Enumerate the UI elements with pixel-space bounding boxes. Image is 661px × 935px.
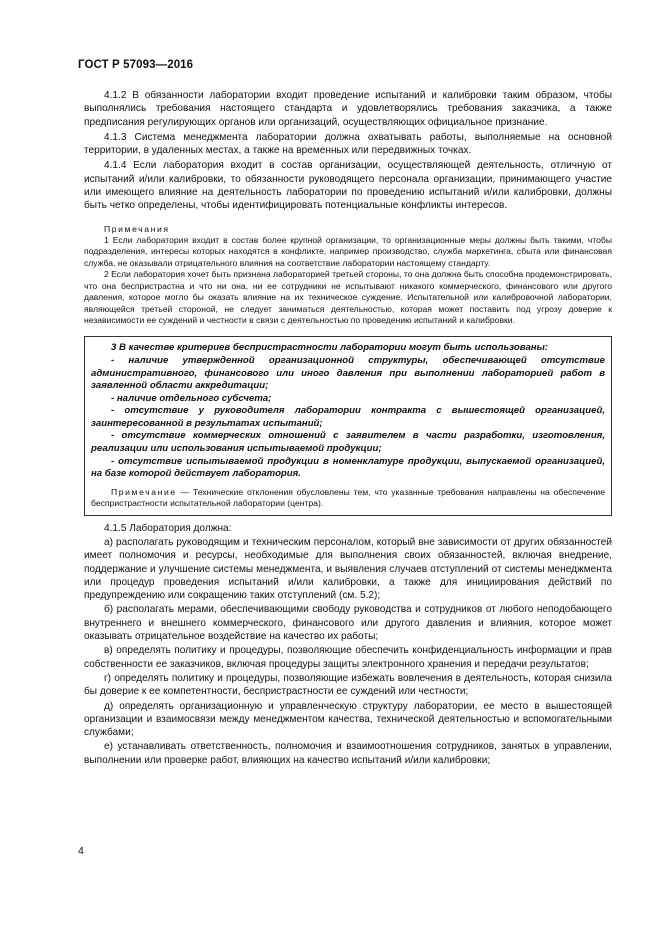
page-number: 4 <box>78 845 84 857</box>
box-note-label: Примечание <box>111 486 177 497</box>
box-note <box>91 487 605 510</box>
section-item-v: в) определять политику и процедуры, позволяющие обеспечить конфиденциальность информации и прав собственности ее заказчиков, включая процедуры защиты электронного хранения и передачи результатов; <box>84 645 612 670</box>
note-2: 2 Если лаборатория хочет быть признана лабораторией третьей стороны, то она должна быть способна продемонстрировать, что она беспристрастна и что ни она, ни ее сотрудники не испытывают никакого коммерческого, финансового или другого давления, которое могло бы оказать влияние на их техническое суждение. Испытательной или калибровочной лаборатории, являющейся третьей стороной, не следует заниматься деятельностью, которая может поставить под угрозу доверие к независимости ее суждений и честности в связи с деятельностью по проведению испытаний и калибровки. <box>84 269 612 325</box>
paragraph-4-1-4: 4.1.4 Если лаборатория входит в состав организации, осуществляющей деятельность, отличную от испытаний и/или калибровки, то обязанности руководящего персонала организации, принимающего участие или имеющего влияние на деятельность лаборатории по проведению испытаний и/или калибровки, должны быть четко определены, чтобы идентифицировать потенциальные конфликты интересов. <box>84 160 612 212</box>
criteria-item: - отсутствие испытываемой продукции в номенклатуре продукции, выпускаемой организацией, на базе которой действует лаборатория. <box>91 455 605 480</box>
paragraph-4-1-2: 4.1.2 В обязанности лаборатории входит проведение испытаний и калибровки таким образом, чтобы выполнялись требования настоящего стандарта и удовлетворялись требования заказчика, а также предписания регулирующих органов или организаций, осуществляющих официальное признание. <box>84 90 612 128</box>
box-note-text: Технические отклонения обусловлены тем, что указанные требования направлены на обеспечение беспристрастности испытательной лаборатории (центра). <box>91 486 605 509</box>
criteria-item: - наличие утвержденной организационной структуры, обеспечивающей отсутствие административного, финансового или иного давления при выполнении лабораторией работ в заявленной области аккредитации; <box>91 354 605 392</box>
criteria-item: - отсутствие коммерческих отношений с заявителем в части разработки, изготовления, реализации или использования испытываемой продукции; <box>91 430 605 455</box>
section-intro: 4.1.5 Лаборатория должна: <box>104 522 232 534</box>
criteria-item: - наличие отдельного субсчета; <box>111 392 272 404</box>
section-item-a: а) располагать руководящим и техническим персоналом, который вне зависимости от других обязанностей имеет полномочия и ресурсы, необходимые для выполнения своих обязанностей, включая внедрение, поддержание и улучшение системы менеджмента, и выявления случаев отступлений от системы менеджмента или процедур проведения испытаний и/или калибровки, а также для инициирования действий по предупреждению или сокращению таких отступлений (см. 5.2); <box>84 536 612 602</box>
section-item-g: г) определять политику и процедуры, позволяющие избежать вовлечения в деятельность, которая снизила бы доверие к ее компетентности, беспристрастности ее суждений или честности; <box>84 672 612 698</box>
page-body <box>84 89 612 768</box>
criteria-heading: 3 В качестве критериев беспристрастности лаборатории могут быть использованы: <box>111 342 548 354</box>
box-note-dash: — <box>176 486 194 497</box>
notes-block <box>84 224 612 327</box>
impartiality-criteria-box <box>84 336 612 515</box>
section-item-d: д) определять организационную и управленческую структуру лаборатории, ее место в вышестоящей организации и взаимосвязи между менеджментом качества, технической деятельностью и вспомогательными службами; <box>84 700 612 739</box>
notes-title-text: Примечания <box>104 223 170 234</box>
notes-title <box>84 224 612 235</box>
note-1: 1 Если лаборатория входит в состав более крупной организации, то организационные меры должны быть такими, чтобы подразделения, интересы которых находятся в конфликте, например производство, служба маркетинга, сбыта или финансовая служба, не оказывали отрицательного влияния на соответствие лаборатории настоящему стандарту. <box>84 235 612 268</box>
section-4-1-5 <box>84 522 612 767</box>
section-item-e: е) устанавливать ответственность, полномочия и взаимоотношения сотрудников, занятых в управлении, выполнении или проверке работ, влияющих на качество испытаний и/или калибровки; <box>84 741 612 766</box>
criteria-item: - отсутствие у руководителя лаборатории контракта с вышестоящей организацией, заинтересованной в результатах испытаний; <box>91 405 605 429</box>
paragraph-4-1-3: 4.1.3 Система менеджмента лаборатории должна охватывать работы, выполняемые на основной территории, в удаленных местах, а также на временных или передвижных точках. <box>84 131 612 157</box>
document-code-header: ГОСТ Р 57093—2016 <box>78 59 194 71</box>
section-item-b: б) располагать мерами, обеспечивающими свободу руководства и сотрудников от любого неподобающего внутреннего и внешнего коммерческого, финансового или другого давления и влияния, которое может оказывать отрицательное воздействие на качество их работы; <box>84 604 612 643</box>
